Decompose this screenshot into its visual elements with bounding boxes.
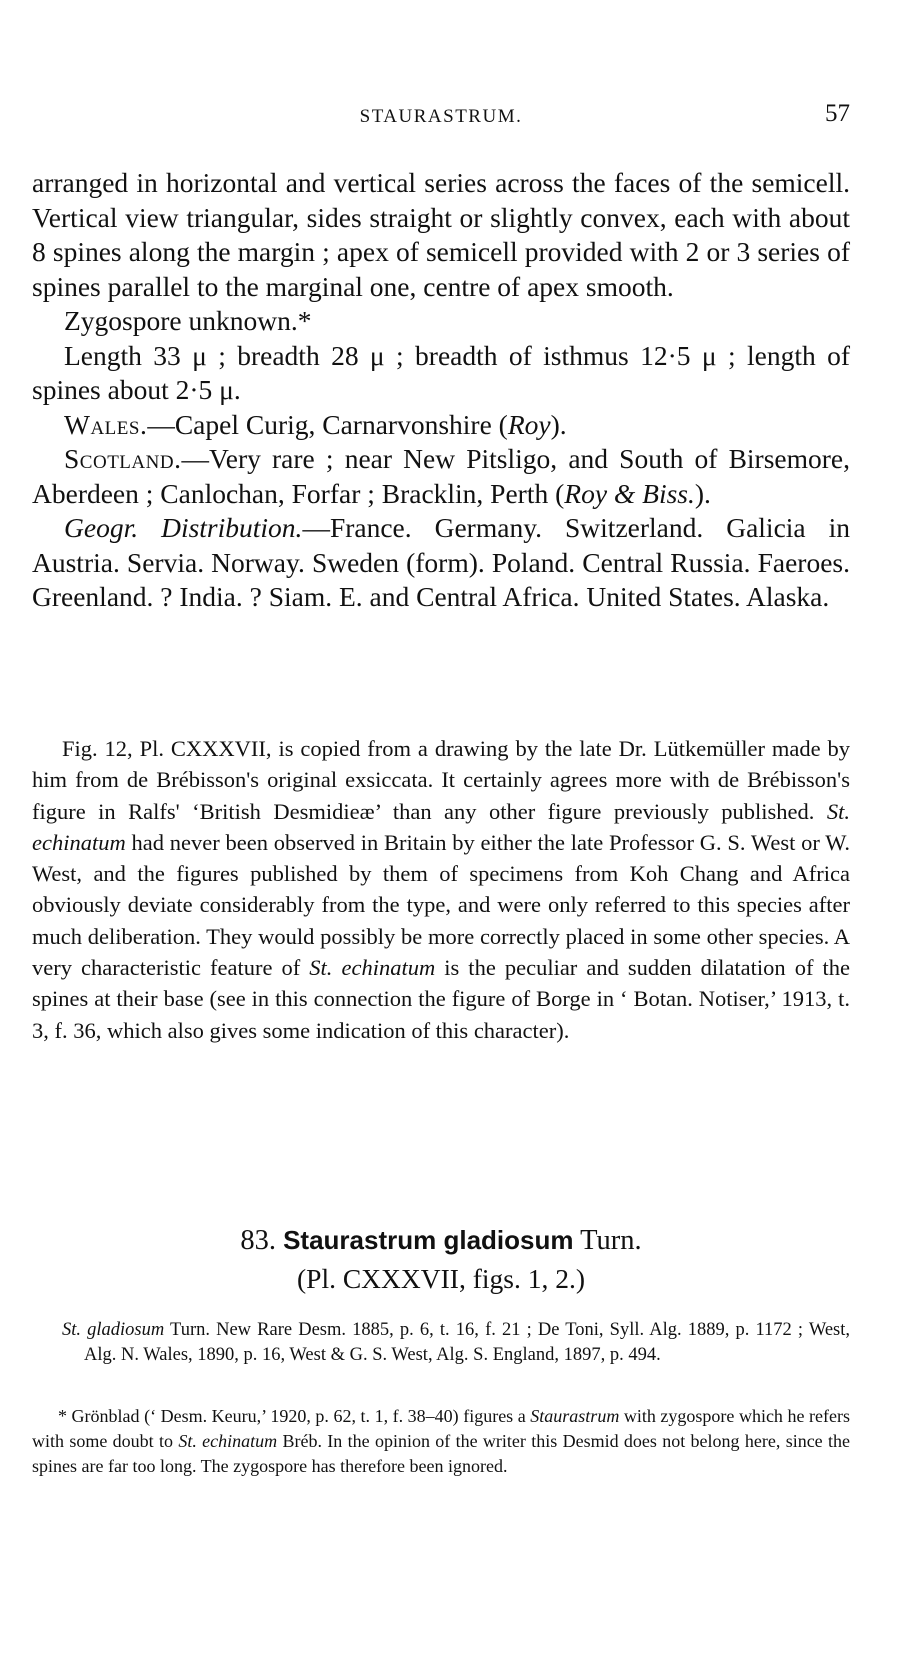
figure-notes (32, 733, 850, 1046)
footnote-taxon-2: St. echinatum (178, 1431, 278, 1451)
synonymy-taxon: St. gladiosum (62, 1320, 165, 1340)
notes-paragraph (32, 733, 850, 1046)
notes-text-2: had never been observed in Britain by either the late Professor G. S. West or W. West, and the figures published by them of specimens from Koh Chang and Africa obviously deviate considerably from the type, and were only referred to this species after much deliberation. They would possibly be more correctly placed in some other species. A very characteristic feature of (32, 829, 850, 981)
description-paragraph: arranged in horizontal and vertical series across the faces of the semicell. Vertical view triangular, sides straight or slightly convex, each with about 8 spines along the margin ; apex of semicell provided with 2 or 3 series of spines parallel to the marginal one, centre of apex smooth. (32, 167, 850, 302)
footnote-text-3: Bréb. In the opinion of the writer this Desmid does not belong here, since the spines are far too long. The zygospore has therefore been ignored. (32, 1431, 850, 1476)
scotland-record (32, 442, 850, 511)
species-heading (32, 1222, 850, 1299)
footnote-taxon-1: Staurastrum (530, 1406, 620, 1426)
notes-taxon-1: St. echinatum (32, 798, 850, 855)
scotland-close: ). (694, 477, 711, 509)
wales-text: —Capel Curig, Carnarvonshire ( (147, 408, 508, 440)
species-description (32, 166, 850, 615)
geogr-label: Geogr. Distribution. (64, 512, 303, 543)
geographic-distribution (32, 511, 850, 615)
species-name: Staurastrum gladiosum (283, 1225, 574, 1255)
running-head: STAURASTRUM. (359, 106, 523, 127)
species-number: 83. (240, 1225, 276, 1256)
notes-text-1: Fig. 12, Pl. CXXXVII, is copied from a drawing by the late Dr. Lütkemüller made by him from de Brébisson's original exsiccata. It certainly agrees more with de Brébisson's figure in Ralfs' ‘British Desmidieæ’ than any other figure previously published. (32, 736, 850, 824)
page-number: 57 (825, 100, 850, 127)
geogr-text: —France. Germany. Switzerland. Galicia in Austria. Servia. Norway. Sweden (form). Poland. Central Russia. Faeroes. Greenland. ? India. ? Siam. E. and Central Africa. United States. Alaska. (32, 512, 851, 612)
plate-reference: (Pl. CXXXVII, figs. 1, 2.) (297, 1263, 585, 1294)
synonymy-text: Turn. New Rare Desm. 1885, p. 6, t. 16, f. 21 ; De Toni, Syll. Alg. 1889, p. 1172 ; West, Alg. N. Wales, 1890, p. 16, West & G. S. West, Alg. S. England, 1897, p. 494. (84, 1320, 851, 1365)
notes-text-3: is the peculiar and sudden dilatation of the spines at their base (see in this connection the figure of Borge in ‘ Botan. Notiser,’ 1913, t. 3, f. 36, which also gives some indication of this character). (32, 955, 850, 1043)
notes-taxon-2: St. echinatum (309, 955, 436, 981)
synonymy-entry (62, 1318, 850, 1367)
scotland-collector: Roy & Biss. (564, 477, 695, 509)
species-author: Turn. (580, 1225, 642, 1256)
wales-label: Wales. (64, 408, 148, 440)
wales-close: ). (550, 408, 567, 440)
footnote-text-1: * Grönblad (‘ Desm. Keuru,’ 1920, p. 62, t. 1, f. 38–40) figures a (58, 1406, 531, 1426)
wales-record (32, 408, 850, 443)
species-title (32, 1222, 850, 1259)
zygospore-note: Zygospore unknown.* (64, 305, 312, 336)
footnote (32, 1404, 850, 1479)
footnote-paragraph (32, 1404, 850, 1479)
scotland-text: —Very rare ; near New Pitsligo, and South of Birsemore, Aberdeen ; Canlochan, Forfar ; Bracklin, Perth ( (32, 443, 850, 509)
footnote-text-2: with zygospore which he refers with some doubt to (32, 1406, 850, 1451)
synonymy (62, 1318, 850, 1367)
wales-collector: Roy (507, 408, 551, 440)
scotland-label: Scotland. (64, 443, 182, 474)
page-header (32, 100, 850, 134)
measurements: Length 33 μ ; breadth 28 μ ; breadth of isthmus 12·5 μ ; length of spines about 2·5 μ. (32, 339, 850, 405)
